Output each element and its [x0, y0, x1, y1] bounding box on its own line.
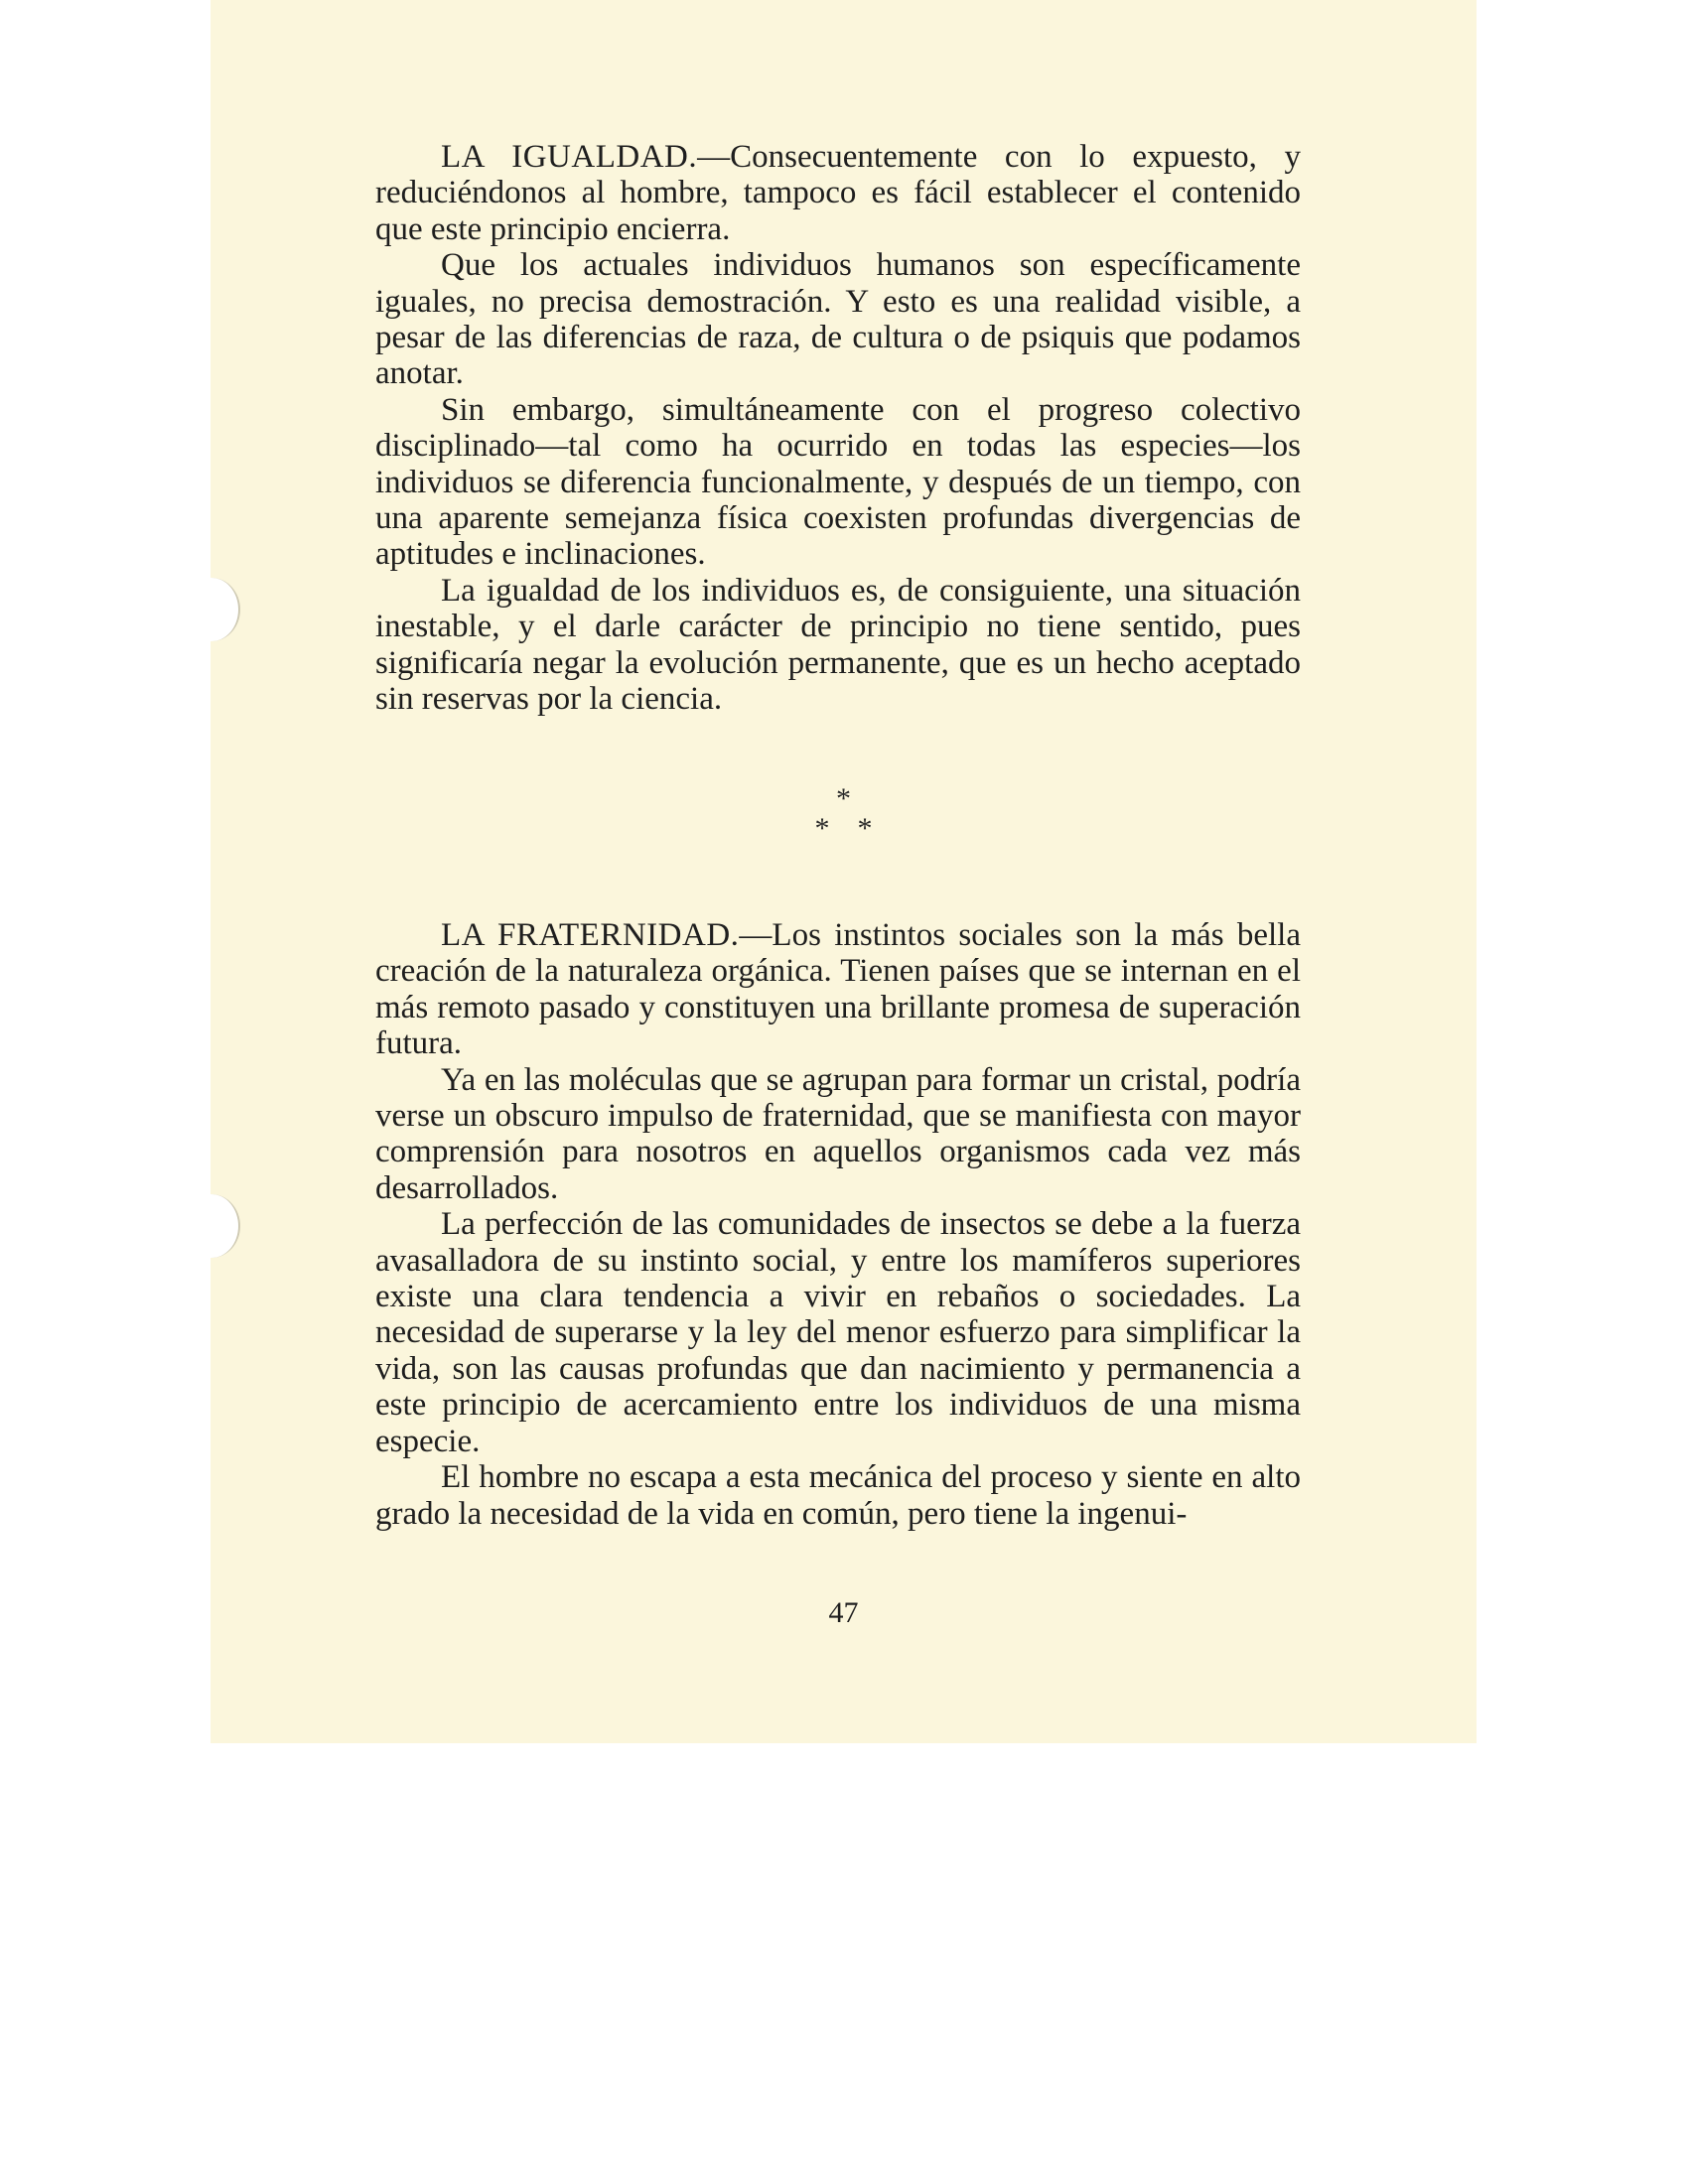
paragraph: La igualdad de los individuos es, de consiguiente, una situación inestable, y el darle carácter de principio no tiene sentido, pues significaría negar la evolución permanente, que es un hecho aceptado sin reservas por la ciencia. [375, 572, 1301, 718]
paragraph: Sin embargo, simultáneamente con el progreso colectivo disciplinado—tal como ha ocurrido en todas las especies—los individuos se diferencia funcionalmente, y después de un tiempo, con una aparente semejanza física coexisten profundas divergencias de aptitudes e inclinaciones. [375, 391, 1301, 573]
separator-top-row [211, 784, 1477, 814]
page-number: 47 [828, 1596, 859, 1629]
binder-punch-hole [211, 1194, 240, 1258]
paragraph-text: —Los instintos sociales son la más bella creación de la naturaleza orgánica. Tienen países que se internan en el más remoto pasado y constituyen una brillante promesa de superación futura. [375, 917, 1301, 1062]
section-igualdad [375, 139, 1301, 718]
paragraph-text: —Consecuentemente con lo expuesto, y reduciéndonos al hombre, tampoco es fácil establecer el contenido que este principio encierra. [375, 139, 1301, 247]
book-page [211, 0, 1477, 1743]
binder-punch-hole [211, 578, 240, 641]
paragraph [375, 917, 1301, 1062]
asterisk: * [814, 812, 830, 845]
section-heading: LA IGUALDAD. [441, 139, 698, 175]
section-fraternidad [375, 917, 1301, 1532]
paragraph: Que los actuales individuos humanos son específicamente iguales, no precisa demostración. Y esto es una realidad visible, a pesar de las diferencias de raza, de cultura o de psiquis que podamos anotar. [375, 247, 1301, 392]
separator-bottom-row [211, 814, 1477, 844]
paragraph: La perfección de las comunidades de insectos se debe a la fuerza avasalladora de su instinto social, y entre los mamíferos superiores existe una clara tendencia a vivir en rebaños o sociedades. La necesidad de superarse y la ley del menor esfuerzo para simplificar la vida, son las causas profundas que dan nacimiento y permanencia a este principio de acercamiento entre los individuos de una misma especie. [375, 1206, 1301, 1459]
paragraph: Ya en las moléculas que se agrupan para formar un cristal, podría verse un obscuro impulso de fraternidad, que se manifiesta con mayor comprensión para nosotros en aquellos organismos cada vez más desarrollados. [375, 1061, 1301, 1206]
section-heading: LA FRATERNIDAD. [441, 917, 740, 953]
asterisk: * [836, 782, 851, 815]
paragraph: El hombre no escapa a esta mecánica del proceso y siente en alto grado la necesidad de la vida en común, pero tiene la ingenui- [375, 1459, 1301, 1532]
section-separator [211, 784, 1477, 844]
paragraph [375, 139, 1301, 247]
asterisk: * [857, 812, 873, 845]
